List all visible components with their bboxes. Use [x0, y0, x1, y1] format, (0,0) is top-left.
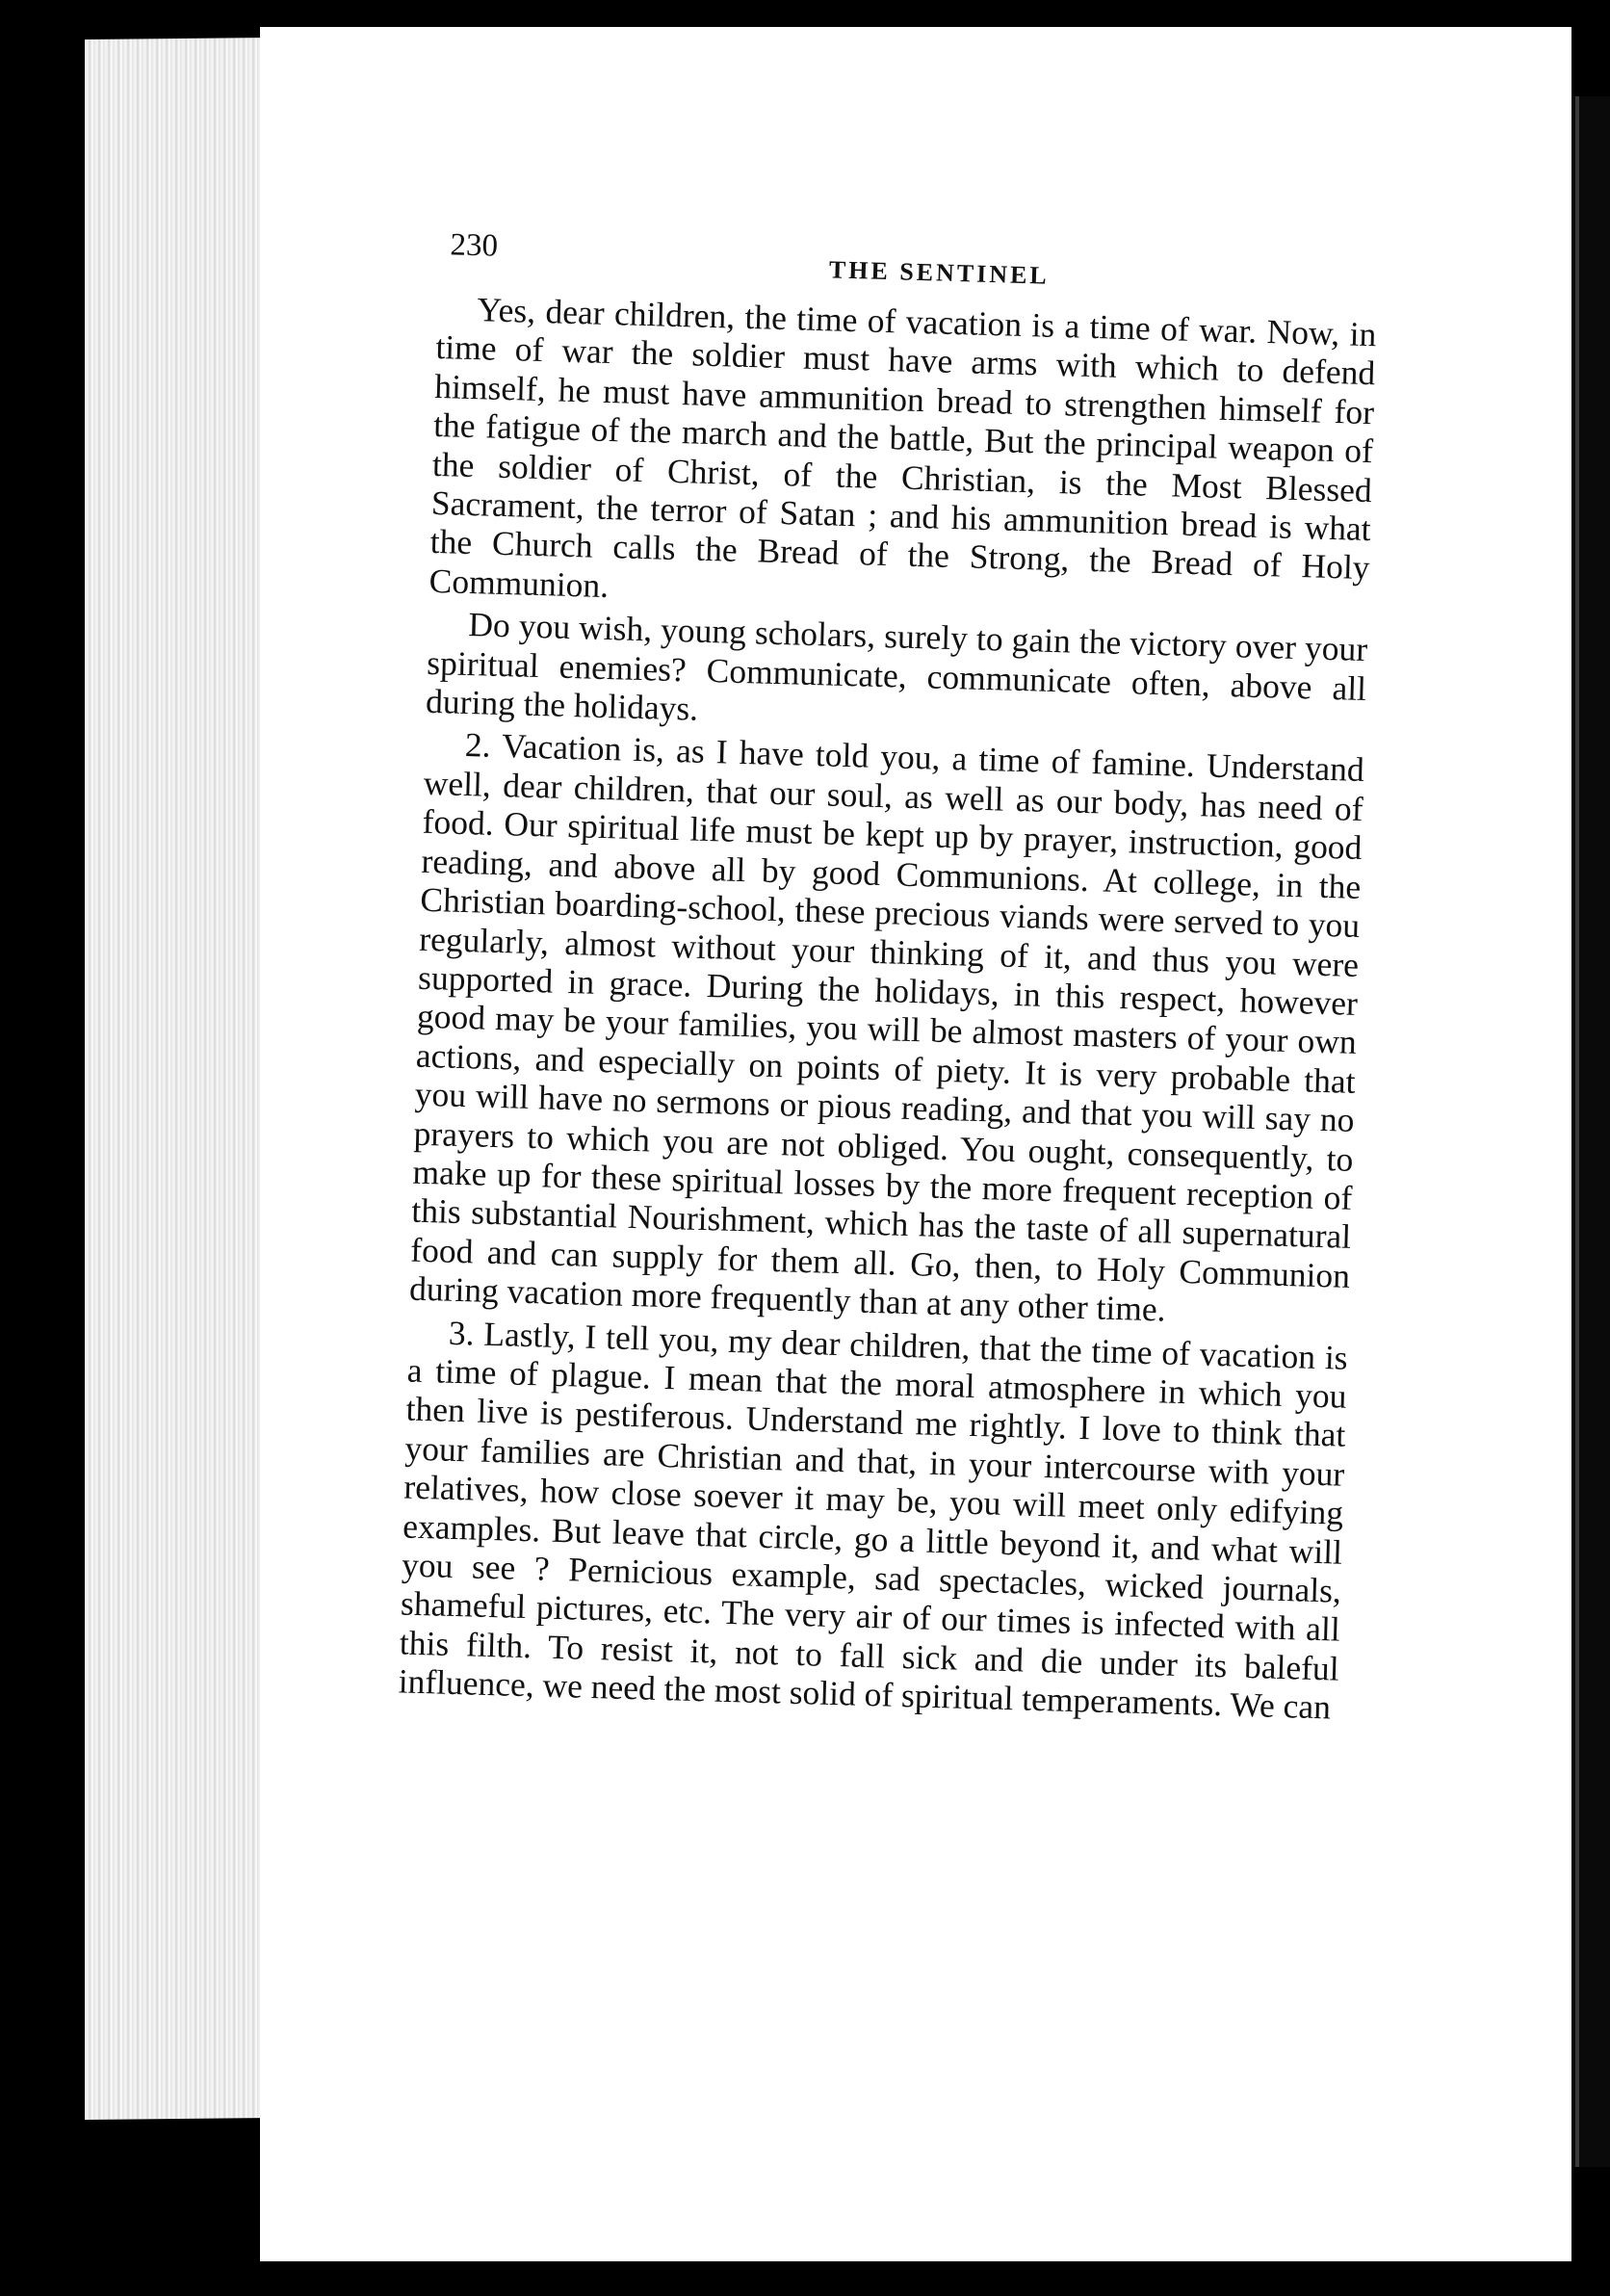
paragraph-3: 2. Vacation is, as I have told you, a time of famine. Understand well, dear children, that our soul, as well as our body, has need of food. Our spiritual life must be kept up by prayer, instruction, good reading, and above all by good Communions. At college, in the Christian boarding-school, these precious viands were served to you regularly, almost without your thinking of it, and thus you were supported in grace. During the holidays, in this respect, however good may be your families, you will be almost masters of your own actions, and especially on points of piety. It is very probable that you will have no sermons or pious reading, and that you will say no prayers to which you are not obliged. You ought, consequently, to make up for these spiritual losses by the more frequent reception of this substantial Nourishment, which has the taste of all supernatural food and can supply for them all. Go, then, to Holy Communion during vacation more frequently than at any other time.: [408, 725, 1365, 1329]
paragraph-2: Do you wish, young scholars, surely to gain the victory over your spiritual enemies? Communicate, communicate often, above all during the holidays.: [425, 605, 1368, 728]
page-edges: [85, 38, 277, 2120]
gutter-edge: [1575, 96, 1579, 2167]
text-block: [398, 227, 1378, 1727]
paragraph-4: 3. Lastly, I tell you, my dear children, that the time of vacation is a time of plague. I mean that the moral atmosphere in which you then live is pestiferous. Understand me rightly. I love to think that your families are Christian and that, in your intercourse with your relatives, how close soever it may be, you will meet only edifying examples. But leave that circle, go a little beyond it, and what will you see ? Pernicious example, sad spectacles, wicked journals, shameful pictures, etc. The very air of our times is infected with all this filth. To resist it, not to fall sick and die under its baleful influence, we need the most solid of spiritual temperaments. We can: [398, 1313, 1349, 1727]
paragraph-1: Yes, dear children, the time of vacation is a time of war. Now, in time of war the soldier must have arms with which to defend himself, he must have ammunition bread to strengthen himself for the fatigue of the march and the battle, But the principal weapon of the soldier of Christ, of the Christian, is the Most Blessed Sacrament, the terror of Satan ; and his ammunition bread is what the Church calls the Bread of the Strong, the Bread of Holy Communion.: [428, 290, 1377, 605]
running-title: THE SENTINEL: [828, 255, 1051, 290]
page-number: 230: [449, 227, 499, 264]
